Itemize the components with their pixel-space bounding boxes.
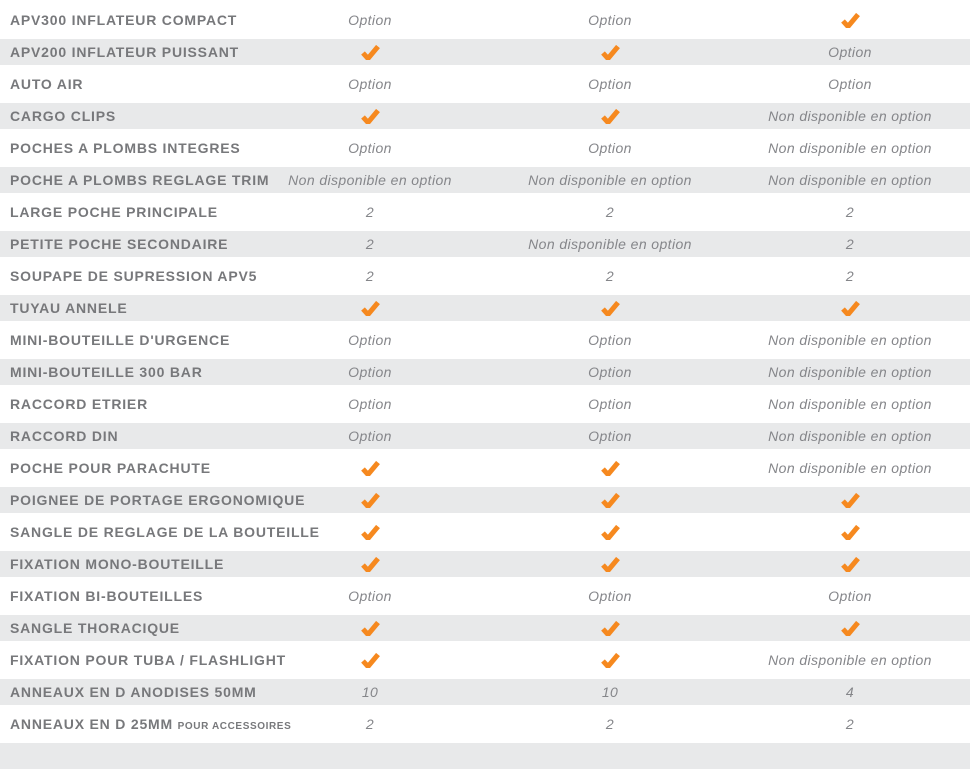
feature-value: 2 [845, 268, 855, 284]
table-row [0, 164, 970, 196]
feature-value: Option [348, 428, 392, 444]
feature-label: ANNEAUX EN D 25MM POUR ACCESSOIRES [10, 716, 292, 732]
included-cell [490, 44, 730, 60]
feature-label: PETITE POCHE SECONDAIRE [10, 236, 229, 252]
feature-label: APV300 INFLATEUR COMPACT [10, 12, 238, 28]
table-row [0, 196, 970, 228]
included-cell [730, 492, 970, 508]
feature-value: Non disponible en option [768, 652, 932, 668]
included-cell [730, 524, 970, 540]
feature-label: POCHE POUR PARACHUTE [10, 460, 211, 476]
feature-value: 2 [845, 716, 855, 732]
check-icon [841, 301, 860, 316]
feature-value: 2 [365, 716, 375, 732]
check-icon [361, 525, 380, 540]
feature-value: Option [588, 12, 632, 28]
included-cell [250, 108, 490, 124]
feature-value: Option [348, 364, 392, 380]
table-row [0, 580, 970, 612]
check-icon [601, 301, 620, 316]
feature-value: Option [588, 140, 632, 156]
feature-label: MINI-BOUTEILLE 300 BAR [10, 364, 203, 380]
table-row [0, 740, 970, 772]
feature-value: Non disponible en option [768, 140, 932, 156]
table-row [0, 484, 970, 516]
included-cell [250, 44, 490, 60]
check-icon [601, 653, 620, 668]
feature-label: FIXATION BI-BOUTEILLES [10, 588, 204, 604]
check-icon [841, 557, 860, 572]
included-cell [250, 492, 490, 508]
feature-value: 2 [365, 268, 375, 284]
check-icon [601, 525, 620, 540]
included-cell [490, 652, 730, 668]
included-cell [490, 556, 730, 572]
feature-value: Option [588, 332, 632, 348]
feature-label: APV200 INFLATEUR PUISSANT [10, 44, 239, 60]
table-row [0, 4, 970, 36]
check-icon [841, 621, 860, 636]
feature-sublabel: POUR ACCESSOIRES [177, 721, 292, 732]
feature-value: Option [348, 588, 392, 604]
feature-label: TUYAU ANNELE [10, 300, 128, 316]
feature-value: Option [348, 140, 392, 156]
feature-value: 4 [845, 684, 855, 700]
table-row [0, 612, 970, 644]
feature-value: Non disponible en option [768, 396, 932, 412]
feature-value: Option [348, 396, 392, 412]
feature-value: Option [588, 396, 632, 412]
included-cell [250, 460, 490, 476]
included-cell [730, 300, 970, 316]
feature-value: 2 [605, 716, 615, 732]
feature-value: Option [588, 364, 632, 380]
feature-value: 10 [601, 684, 619, 700]
feature-value: Non disponible en option [768, 172, 932, 188]
check-icon [601, 493, 620, 508]
feature-label: FIXATION POUR TUBA / FLASHLIGHT [10, 652, 287, 668]
feature-value: Option [828, 588, 872, 604]
feature-value: 2 [845, 204, 855, 220]
table-row [0, 676, 970, 708]
check-icon [601, 557, 620, 572]
feature-value: Option [828, 44, 872, 60]
feature-value: 2 [605, 204, 615, 220]
included-cell [730, 556, 970, 572]
feature-label: SANGLE THORACIQUE [10, 620, 180, 636]
table-row [0, 100, 970, 132]
included-cell [250, 652, 490, 668]
table-row [0, 132, 970, 164]
check-icon [361, 109, 380, 124]
check-icon [841, 493, 860, 508]
feature-value: Non disponible en option [768, 428, 932, 444]
check-icon [841, 13, 860, 28]
feature-value: 2 [845, 236, 855, 252]
feature-value: Non disponible en option [528, 236, 692, 252]
table-row [0, 68, 970, 100]
feature-value: Option [828, 76, 872, 92]
feature-label: LARGE POCHE PRINCIPALE [10, 204, 218, 220]
feature-label: AUTO AIR [10, 76, 84, 92]
table-row [0, 228, 970, 260]
table-row [0, 708, 970, 740]
check-icon [601, 621, 620, 636]
check-icon [361, 45, 380, 60]
feature-label: RACCORD ETRIER [10, 396, 148, 412]
feature-value: 2 [605, 268, 615, 284]
feature-value: 10 [361, 684, 379, 700]
included-cell [490, 492, 730, 508]
included-cell [250, 620, 490, 636]
table-row [0, 356, 970, 388]
check-icon [601, 461, 620, 476]
feature-label: FIXATION MONO-BOUTEILLE [10, 556, 225, 572]
included-cell [250, 300, 490, 316]
feature-value: Non disponible en option [768, 460, 932, 476]
included-cell [730, 620, 970, 636]
check-icon [361, 301, 380, 316]
table-row [0, 260, 970, 292]
table-row [0, 548, 970, 580]
table-row [0, 36, 970, 68]
check-icon [361, 653, 380, 668]
table-row [0, 388, 970, 420]
feature-value: Option [348, 12, 392, 28]
check-icon [361, 621, 380, 636]
included-cell [490, 620, 730, 636]
check-icon [601, 45, 620, 60]
table-row [0, 420, 970, 452]
check-icon [841, 525, 860, 540]
feature-value: Option [348, 76, 392, 92]
feature-value: Option [588, 588, 632, 604]
check-icon [601, 109, 620, 124]
table-row [0, 516, 970, 548]
feature-label: POIGNEE DE PORTAGE ERGONOMIQUE [10, 492, 306, 508]
feature-value: Non disponible en option [768, 108, 932, 124]
feature-label: CARGO CLIPS [10, 108, 117, 124]
feature-value: Option [348, 332, 392, 348]
table-row [0, 324, 970, 356]
check-icon [361, 493, 380, 508]
feature-label: SANGLE DE REGLAGE DE LA BOUTEILLE [10, 524, 320, 540]
included-cell [250, 556, 490, 572]
included-cell [490, 460, 730, 476]
feature-value: Option [588, 76, 632, 92]
feature-value: 2 [365, 236, 375, 252]
included-cell [730, 12, 970, 28]
feature-value: Non disponible en option [768, 332, 932, 348]
table-row [0, 644, 970, 676]
feature-label: RACCORD DIN [10, 428, 119, 444]
feature-value: 2 [365, 204, 375, 220]
feature-value: Non disponible en option [768, 364, 932, 380]
feature-label: MINI-BOUTEILLE D'URGENCE [10, 332, 231, 348]
included-cell [490, 108, 730, 124]
table-row [0, 452, 970, 484]
included-cell [490, 300, 730, 316]
feature-value: Non disponible en option [528, 172, 692, 188]
feature-value: Option [588, 428, 632, 444]
check-icon [361, 557, 380, 572]
table-row [0, 292, 970, 324]
feature-label: ANNEAUX EN D ANODISES 50MM [10, 684, 257, 700]
feature-value: Non disponible en option [288, 172, 452, 188]
feature-label: SOUPAPE DE SUPRESSION APV5 [10, 268, 258, 284]
included-cell [250, 524, 490, 540]
feature-label: POCHES A PLOMBS INTEGRES [10, 140, 241, 156]
feature-label: POCHE A PLOMBS REGLAGE TRIM [10, 172, 270, 188]
check-icon [361, 461, 380, 476]
included-cell [490, 524, 730, 540]
